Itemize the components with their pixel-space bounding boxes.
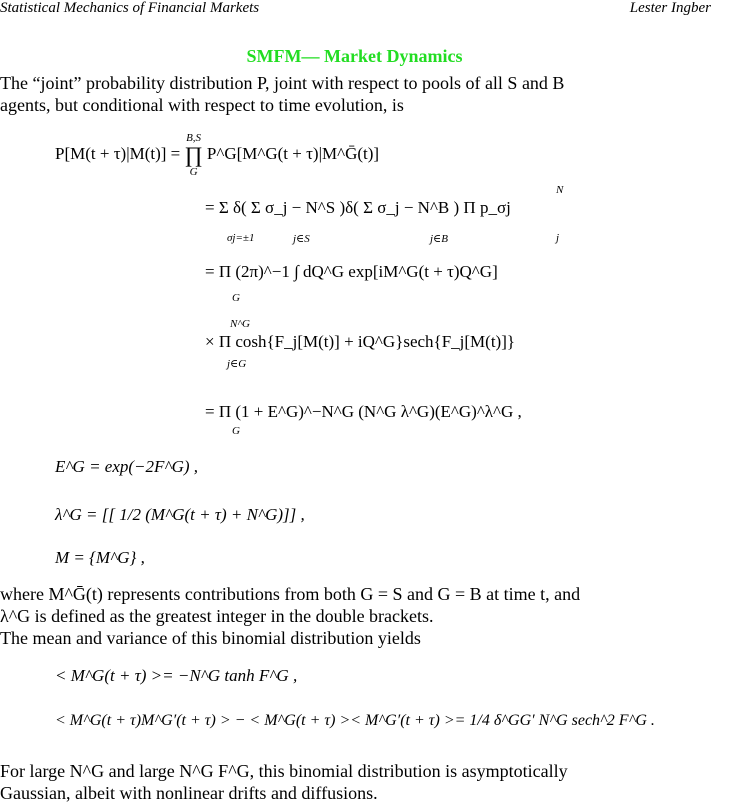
running-header-author: Lester Ingber <box>629 0 711 16</box>
eq2-sum1-limit: σj=±1 <box>227 232 255 244</box>
equation-lambda-definition: λ^G = [[ 1/2 (M^G(t + τ) + N^G)]] , <box>55 505 305 524</box>
middle-line-1: where M^Ḡ(t) represents contributions from both G = S and G = B at time t, and <box>0 584 581 604</box>
equation-integral: = Π (2π)^−1 ∫ dQ^G exp[iM^G(t + τ)Q^G] <box>205 262 498 281</box>
intro-line-1: The “joint” probability distribution P, joint with respect to pools of all S and B <box>0 73 565 93</box>
middle-line-3: The mean and variance of this binomial distribution yields <box>0 628 421 648</box>
eq2-prod-upper: N <box>556 184 564 196</box>
equation-binomial: = Π (1 + E^G)^−N^G (N^G λ^G)(E^G)^λ^G , <box>205 402 522 421</box>
eq2-sum2-limit: j∈S <box>293 233 310 245</box>
closing-line-2: Gaussian, albeit with nonlinear drifts and diffusions. <box>0 783 378 803</box>
equation-joint-probability <box>55 132 379 178</box>
section-title: SMFM— Market Dynamics <box>246 46 463 66</box>
middle-paragraph <box>0 583 709 649</box>
equation-sum-delta: = Σ δ( Σ σ_j − N^S )δ( Σ σ_j − N^B ) Π p_σj <box>205 198 511 217</box>
equation-mean: < M^G(t + τ) >= −N^G tanh F^G , <box>55 666 298 685</box>
closing-paragraph <box>0 760 709 804</box>
product-operator: B,S ∏ G <box>184 132 203 178</box>
eq1-rhs: P^G[M^G(t + τ)|M^Ḡ(t)] <box>206 143 380 163</box>
eq3-prod-lower: G <box>232 292 240 304</box>
intro-paragraph <box>0 72 709 116</box>
eq2-sum3-limit: j∈B <box>430 233 448 245</box>
equation-e-definition: E^G = exp(−2F^G) , <box>55 457 199 476</box>
middle-line-2: λ^G is defined as the greatest integer in the double brackets. <box>0 606 434 626</box>
intro-line-2: agents, but conditional with respect to time evolution, is <box>0 95 404 115</box>
eq1-lhs: P[M(t + τ)|M(t)] = <box>55 143 185 163</box>
equation-cosh-product: × Π cosh{F_j[M(t)] + iQ^G}sech{F_j[M(t)]} <box>205 332 516 351</box>
equation-m-definition: M = {M^G} , <box>55 548 145 567</box>
eq5-prod-lower: G <box>232 425 240 437</box>
running-header-title: Statistical Mechanics of Financial Markets <box>0 0 260 16</box>
eq4-prod-upper: N^G <box>230 318 250 330</box>
eq4-prod-lower: j∈G <box>227 358 247 370</box>
equation-variance: < M^G(t + τ)M^G′(t + τ) > − < M^G(t + τ) >< M^G′(t + τ) >= 1/4 δ^GG′ N^G sech^2 F^G . <box>55 712 655 729</box>
closing-line-1: For large N^G and large N^G F^G, this binomial distribution is asymptotically <box>0 761 568 781</box>
eq2-prod-lower: j <box>556 232 560 244</box>
